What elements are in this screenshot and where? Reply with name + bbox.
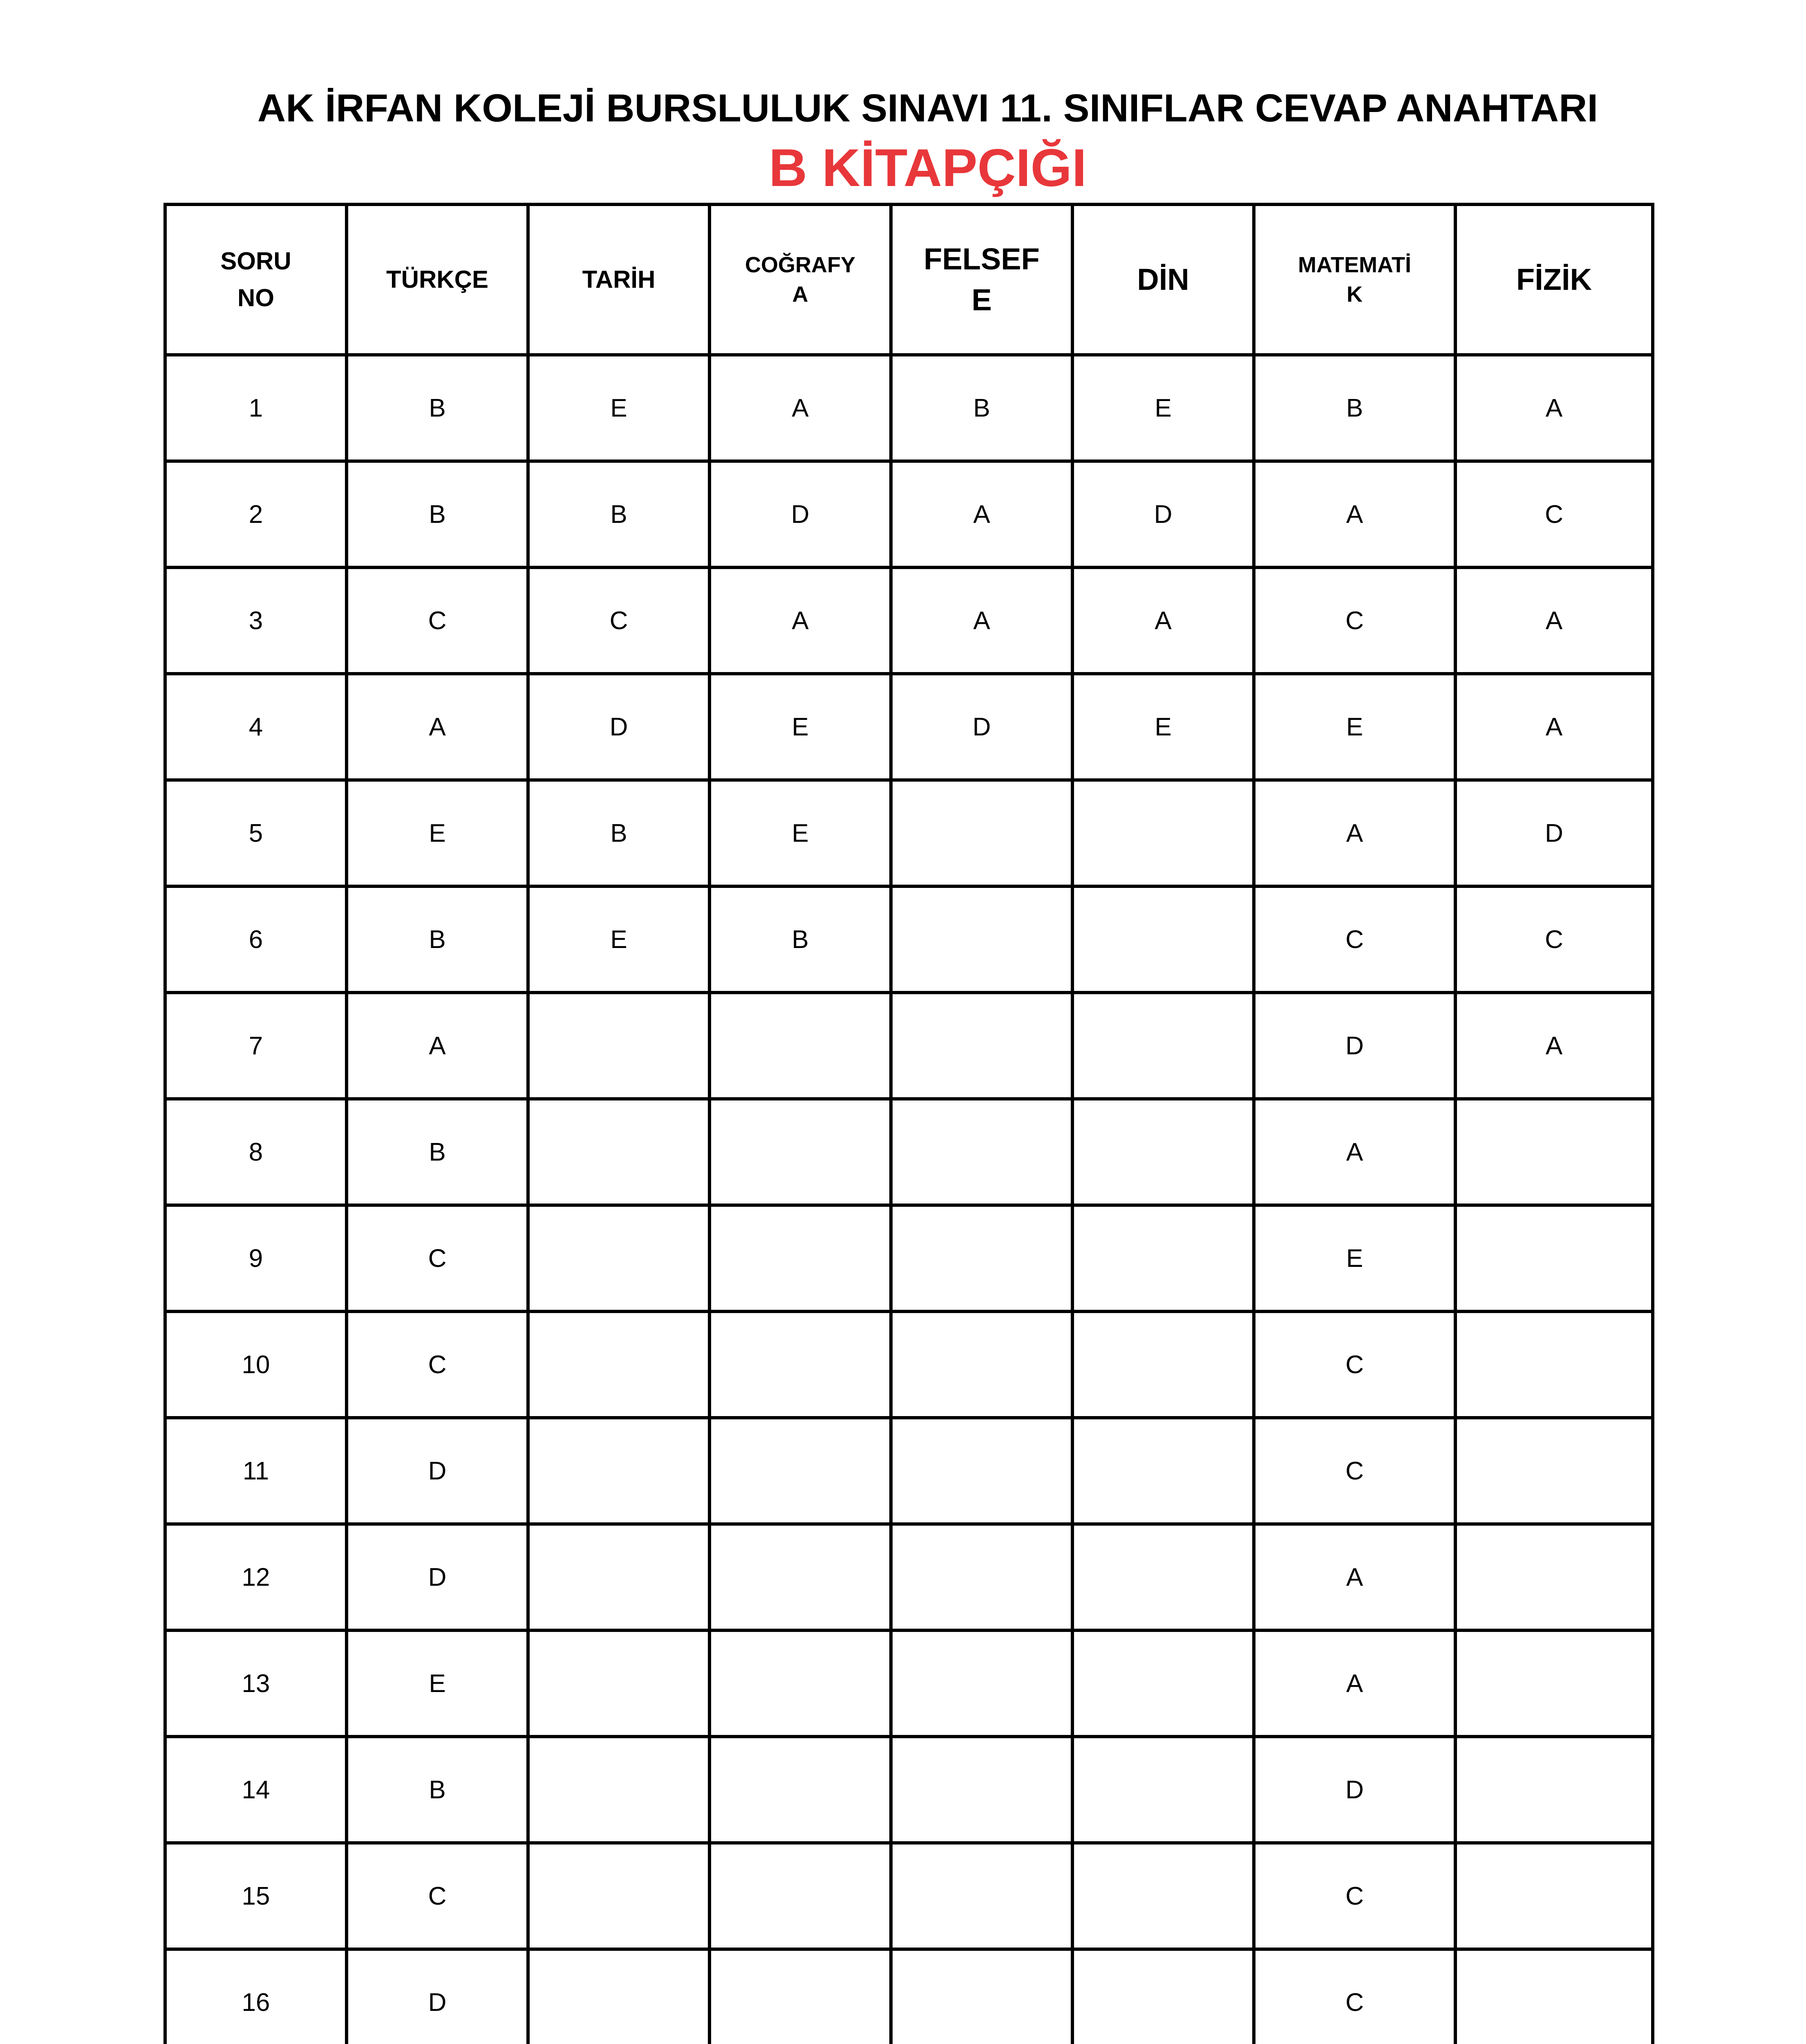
answer-cell-din: [1072, 780, 1254, 886]
question-number-cell: 3: [165, 567, 347, 674]
answer-cell-matematik: D: [1254, 1737, 1455, 1843]
answer-cell-matematik: A: [1254, 1630, 1455, 1737]
answer-rows: [165, 355, 1653, 2044]
header-tarih: [528, 204, 709, 355]
answer-cell-matematik: C: [1254, 1843, 1455, 1949]
answer-cell-cografya: [709, 1949, 891, 2044]
answer-cell-tarih: C: [528, 567, 709, 674]
answer-cell-turkce: D: [347, 1418, 528, 1524]
answer-cell-turkce: D: [347, 1949, 528, 2044]
answer-cell-fizik: A: [1455, 567, 1653, 674]
answer-cell-turkce: E: [347, 1630, 528, 1737]
header-tarih-label: TARİH: [582, 266, 656, 293]
answer-cell-din: A: [1072, 567, 1254, 674]
table-row: [165, 1099, 1653, 1205]
answer-cell-tarih: [528, 1205, 709, 1311]
answer-cell-felsefe: [891, 1843, 1072, 1949]
answer-cell-matematik: A: [1254, 780, 1455, 886]
table-row: [165, 1524, 1653, 1630]
answer-cell-felsefe: [891, 1630, 1072, 1737]
answer-cell-tarih: [528, 1843, 709, 1949]
answer-cell-cografya: [709, 1099, 891, 1205]
answer-cell-fizik: [1455, 1418, 1653, 1524]
table-row: [165, 1949, 1653, 2044]
question-number-cell: 5: [165, 780, 347, 886]
table-row: [165, 1418, 1653, 1524]
answer-cell-din: [1072, 1418, 1254, 1524]
answer-cell-turkce: C: [347, 1311, 528, 1418]
answer-cell-felsefe: A: [891, 567, 1072, 674]
answer-cell-cografya: A: [709, 355, 891, 461]
question-number-cell: 9: [165, 1205, 347, 1311]
table-row: [165, 1843, 1653, 1949]
table-row: [165, 1311, 1653, 1418]
answer-cell-tarih: D: [528, 674, 709, 780]
question-number-cell: 1: [165, 355, 347, 461]
question-number-cell: 12: [165, 1524, 347, 1630]
answer-cell-tarih: [528, 1630, 709, 1737]
answer-cell-turkce: B: [347, 886, 528, 993]
answer-cell-matematik: C: [1254, 886, 1455, 993]
table-row: [165, 461, 1653, 567]
table-row: [165, 993, 1653, 1099]
answer-cell-felsefe: [891, 1418, 1072, 1524]
answer-cell-din: E: [1072, 355, 1254, 461]
question-number-cell: 8: [165, 1099, 347, 1205]
answer-cell-felsefe: [891, 993, 1072, 1099]
answer-cell-din: [1072, 1205, 1254, 1311]
table-row: [165, 567, 1653, 674]
question-number-cell: 11: [165, 1418, 347, 1524]
answer-cell-tarih: [528, 1418, 709, 1524]
answer-cell-cografya: E: [709, 674, 891, 780]
header-turkce-label: TÜRKÇE: [386, 266, 488, 293]
answer-cell-matematik: C: [1254, 567, 1455, 674]
answer-cell-cografya: [709, 1630, 891, 1737]
answer-cell-cografya: A: [709, 567, 891, 674]
answer-cell-fizik: [1455, 1099, 1653, 1205]
answer-cell-tarih: [528, 1099, 709, 1205]
table-row: [165, 1205, 1653, 1311]
answer-cell-cografya: [709, 1524, 891, 1630]
answer-cell-matematik: A: [1254, 1099, 1455, 1205]
header-matematik-line1: MATEMATİ: [1298, 253, 1411, 277]
header-fizik-label: FİZİK: [1516, 262, 1592, 296]
answer-cell-fizik: C: [1455, 886, 1653, 993]
header-matematik: [1254, 204, 1455, 355]
answer-cell-fizik: A: [1455, 993, 1653, 1099]
answer-cell-cografya: [709, 1737, 891, 1843]
header-felsefe-line1: FELSEF: [924, 242, 1040, 276]
header-cografya-line2: A: [792, 282, 808, 307]
header-cografya-line1: COĞRAFY: [745, 253, 855, 277]
answer-cell-tarih: [528, 1949, 709, 2044]
answer-cell-matematik: D: [1254, 993, 1455, 1099]
answer-cell-felsefe: B: [891, 355, 1072, 461]
answer-cell-matematik: E: [1254, 674, 1455, 780]
answer-cell-din: [1072, 1630, 1254, 1737]
answer-cell-din: [1072, 1099, 1254, 1205]
answer-cell-din: [1072, 1737, 1254, 1843]
answer-cell-fizik: A: [1455, 674, 1653, 780]
answer-cell-turkce: E: [347, 780, 528, 886]
table-row: [165, 780, 1653, 886]
question-number-cell: 16: [165, 1949, 347, 2044]
answer-cell-felsefe: D: [891, 674, 1072, 780]
question-number-cell: 2: [165, 461, 347, 567]
header-matematik-line2: K: [1347, 282, 1363, 307]
answer-cell-tarih: [528, 1737, 709, 1843]
answer-cell-tarih: E: [528, 886, 709, 993]
booklet-label: B KİTAPÇIĞI: [769, 138, 1087, 197]
question-number-cell: 14: [165, 1737, 347, 1843]
answer-cell-matematik: B: [1254, 355, 1455, 461]
answer-cell-fizik: [1455, 1949, 1653, 2044]
table-row: [165, 886, 1653, 993]
answer-cell-din: [1072, 1949, 1254, 2044]
answer-cell-fizik: [1455, 1630, 1653, 1737]
answer-cell-din: E: [1072, 674, 1254, 780]
answer-cell-cografya: [709, 1843, 891, 1949]
answer-cell-matematik: A: [1254, 461, 1455, 567]
table-row: [165, 674, 1653, 780]
answer-cell-cografya: [709, 1311, 891, 1418]
answer-cell-turkce: A: [347, 993, 528, 1099]
header-din: [1072, 204, 1254, 355]
answer-cell-tarih: B: [528, 780, 709, 886]
answer-cell-turkce: B: [347, 1737, 528, 1843]
answer-cell-felsefe: [891, 1524, 1072, 1630]
answer-cell-felsefe: [891, 1737, 1072, 1843]
answer-cell-tarih: B: [528, 461, 709, 567]
table-row: [165, 1630, 1653, 1737]
answer-cell-turkce: C: [347, 567, 528, 674]
question-number-cell: 7: [165, 993, 347, 1099]
answer-cell-cografya: [709, 1205, 891, 1311]
answer-cell-felsefe: A: [891, 461, 1072, 567]
answer-cell-cografya: E: [709, 780, 891, 886]
answer-cell-matematik: E: [1254, 1205, 1455, 1311]
answer-key-table: [163, 203, 1654, 2044]
answer-cell-fizik: A: [1455, 355, 1653, 461]
answer-cell-felsefe: [891, 780, 1072, 886]
answer-cell-felsefe: [891, 1205, 1072, 1311]
answer-cell-din: [1072, 993, 1254, 1099]
answer-cell-turkce: C: [347, 1205, 528, 1311]
answer-cell-din: [1072, 886, 1254, 993]
header-felsefe: [891, 204, 1072, 355]
answer-cell-felsefe: [891, 886, 1072, 993]
answer-cell-fizik: [1455, 1843, 1653, 1949]
answer-cell-fizik: [1455, 1524, 1653, 1630]
answer-cell-felsefe: [891, 1099, 1072, 1205]
answer-cell-din: [1072, 1524, 1254, 1630]
answer-cell-cografya: [709, 993, 891, 1099]
header-row: [165, 204, 1653, 355]
question-number-cell: 13: [165, 1630, 347, 1737]
answer-cell-matematik: C: [1254, 1418, 1455, 1524]
answer-cell-turkce: B: [347, 355, 528, 461]
answer-cell-fizik: [1455, 1311, 1653, 1418]
question-number-cell: 10: [165, 1311, 347, 1418]
answer-cell-din: [1072, 1311, 1254, 1418]
answer-cell-cografya: B: [709, 886, 891, 993]
question-number-cell: 6: [165, 886, 347, 993]
answer-cell-tarih: [528, 1311, 709, 1418]
answer-cell-fizik: [1455, 1205, 1653, 1311]
answer-cell-matematik: C: [1254, 1949, 1455, 2044]
header-soru-no-line2: NO: [237, 284, 274, 312]
answer-cell-turkce: D: [347, 1524, 528, 1630]
header-soru-no: [165, 204, 347, 355]
question-number-cell: 15: [165, 1843, 347, 1949]
answer-cell-fizik: C: [1455, 461, 1653, 567]
answer-cell-matematik: A: [1254, 1524, 1455, 1630]
header-soru-no-line1: SORU: [220, 247, 291, 275]
page-title: AK İRFAN KOLEJİ BURSLULUK SINAVI 11. SINIFLAR CEVAP ANAHTARI: [257, 86, 1598, 130]
answer-cell-fizik: D: [1455, 780, 1653, 886]
answer-cell-cografya: [709, 1418, 891, 1524]
answer-cell-cografya: D: [709, 461, 891, 567]
answer-cell-din: [1072, 1843, 1254, 1949]
table-row: [165, 1737, 1653, 1843]
answer-cell-turkce: B: [347, 461, 528, 567]
answer-cell-turkce: B: [347, 1099, 528, 1205]
answer-cell-matematik: C: [1254, 1311, 1455, 1418]
header-felsefe-line2: E: [971, 283, 992, 317]
question-number-cell: 4: [165, 674, 347, 780]
table-row: [165, 355, 1653, 461]
answer-cell-tarih: [528, 993, 709, 1099]
answer-cell-tarih: [528, 1524, 709, 1630]
header-fizik: [1455, 204, 1653, 355]
answer-cell-turkce: A: [347, 674, 528, 780]
answer-cell-turkce: C: [347, 1843, 528, 1949]
answer-cell-felsefe: [891, 1311, 1072, 1418]
answer-cell-fizik: [1455, 1737, 1653, 1843]
header-cografya: [709, 204, 891, 355]
answer-cell-tarih: E: [528, 355, 709, 461]
answer-cell-din: D: [1072, 461, 1254, 567]
answer-cell-felsefe: [891, 1949, 1072, 2044]
header-turkce: [347, 204, 528, 355]
header-din-label: DİN: [1137, 262, 1189, 296]
